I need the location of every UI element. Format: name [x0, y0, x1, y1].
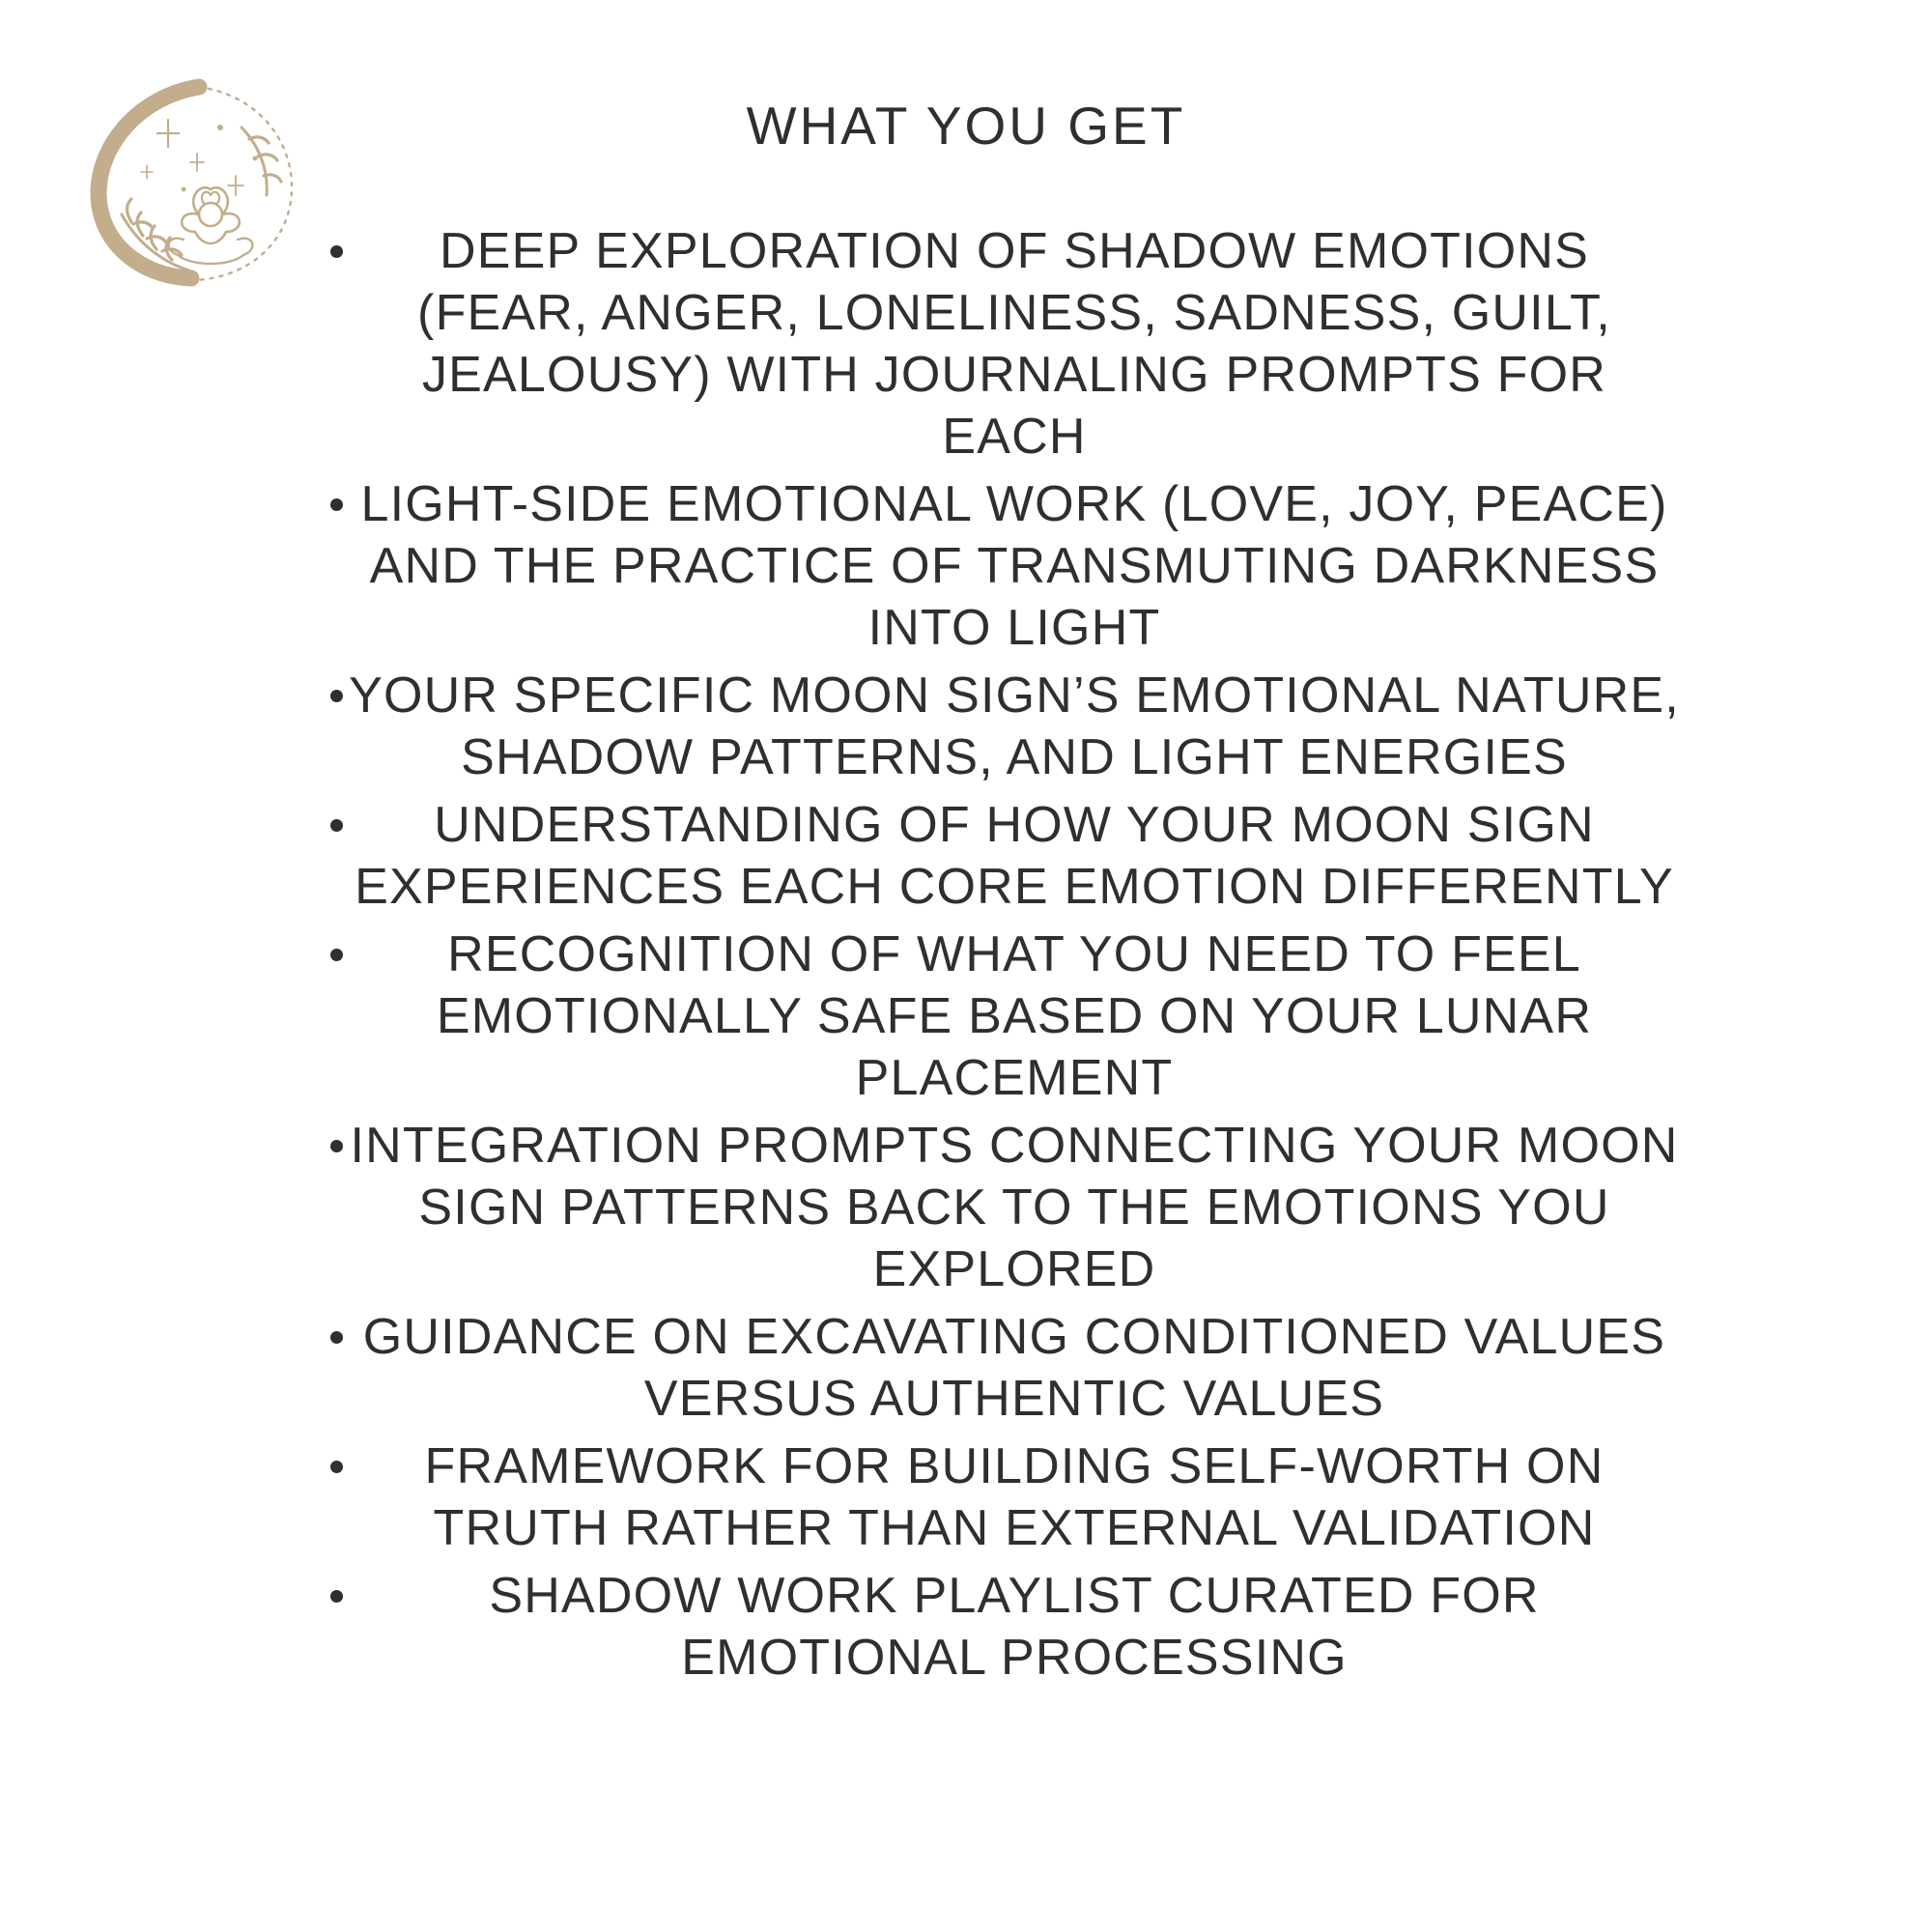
- list-item: [290, 473, 1719, 659]
- list-item: [290, 1435, 1719, 1559]
- list-item: [290, 220, 1719, 468]
- list-item: [290, 794, 1719, 918]
- bullet-icon: [330, 1461, 343, 1473]
- list-item-text: SHADOW WORK PLAYLIST CURATED FOR EMOTIONAL PROCESSING: [489, 1568, 1540, 1686]
- list-item: [290, 923, 1719, 1109]
- bullet-icon: [330, 1331, 343, 1344]
- list-item-text: FRAMEWORK FOR BUILDING SELF-WORTH ON TRUTH RATHER THAN EXTERNAL VALIDATION: [424, 1438, 1605, 1556]
- list-item: [290, 1565, 1719, 1689]
- list-item-text: LIGHT-SIDE EMOTIONAL WORK (LOVE, JOY, PEACE) AND THE PRACTICE OF TRANSMUTING DARKNESS INTO LIGHT: [360, 476, 1668, 656]
- list-item: [290, 665, 1719, 788]
- bullet-icon: [330, 690, 343, 702]
- bullet-icon: [330, 949, 343, 961]
- page-title: WHAT YOU GET: [746, 96, 1186, 156]
- benefits-list: [290, 220, 1719, 1694]
- list-item-text: RECOGNITION OF WHAT YOU NEED TO FEEL EMOTIONALLY SAFE BASED ON YOUR LUNAR PLACEMENT: [436, 926, 1593, 1106]
- bullet-icon: [330, 1140, 343, 1152]
- bullet-icon: [330, 1590, 343, 1603]
- list-item-text: YOUR SPECIFIC MOON SIGN’S EMOTIONAL NATURE, SHADOW PATTERNS, AND LIGHT ENERGIES: [349, 668, 1680, 785]
- list-item-text: GUIDANCE ON EXCAVATING CONDITIONED VALUES VERSUS AUTHENTIC VALUES: [362, 1309, 1666, 1427]
- list-item-text: DEEP EXPLORATION OF SHADOW EMOTIONS (FEAR, ANGER, LONELINESS, SADNESS, GUILT, JEALOUSY) WITH JOURNALING PROMPTS FOR EACH: [417, 223, 1611, 465]
- list-item-text: INTEGRATION PROMPTS CONNECTING YOUR MOON SIGN PATTERNS BACK TO THE EMOTIONS YOU EXPLORED: [350, 1118, 1679, 1297]
- list-item: [290, 1306, 1719, 1430]
- list-item-text: UNDERSTANDING OF HOW YOUR MOON SIGN EXPERIENCES EACH CORE EMOTION DIFFERENTLY: [355, 797, 1674, 915]
- bullet-icon: [330, 245, 343, 258]
- list-item: [290, 1115, 1719, 1300]
- bullet-icon: [330, 498, 343, 511]
- bullet-icon: [330, 819, 343, 832]
